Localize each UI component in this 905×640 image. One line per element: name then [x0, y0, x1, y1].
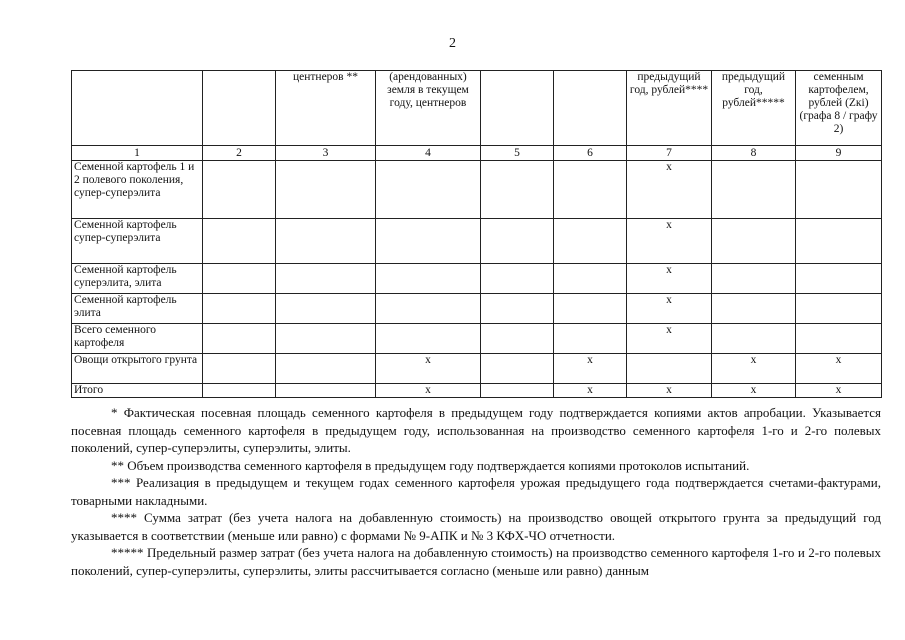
column-number-row	[72, 146, 882, 161]
table-cell: х	[554, 354, 627, 384]
footnote: ***** Предельный размер затрат (без учета налога на добавленную стоимость) на производство семенного картофеля 1-го и 2-го полевых поколений, супер-суперэлиты, суперэлиты, элиты рассчитывается согласно (меньше или равно) данным	[71, 545, 881, 578]
table-cell	[554, 161, 627, 219]
column-number: 9	[796, 146, 882, 161]
table-cell: х	[627, 294, 712, 324]
footnote: *** Реализация в предыдущем и текущем годах семенного картофеля урожая предыдущего года подтверждается счетами-фактурами, товарными накладными.	[71, 475, 881, 508]
table-row	[72, 294, 882, 324]
table-cell: х	[627, 324, 712, 354]
header-cell	[203, 71, 276, 146]
row-label: Семенной картофель 1 и 2 полевого поколения, супер-суперэлита	[72, 161, 203, 219]
column-number: 2	[203, 146, 276, 161]
column-number: 4	[376, 146, 481, 161]
table-row	[72, 324, 882, 354]
table-row	[72, 161, 882, 219]
table-cell	[554, 294, 627, 324]
table-cell	[712, 264, 796, 294]
table-cell	[376, 219, 481, 264]
table-cell	[376, 264, 481, 294]
table-cell: х	[627, 384, 712, 398]
table-cell: х	[796, 354, 882, 384]
table-cell	[276, 294, 376, 324]
row-label: Семенной картофель элита	[72, 294, 203, 324]
table-cell	[796, 161, 882, 219]
table-row	[72, 354, 882, 384]
table-cell	[712, 219, 796, 264]
table-cell	[276, 219, 376, 264]
table-cell	[554, 264, 627, 294]
table-cell: х	[627, 264, 712, 294]
table-cell	[376, 161, 481, 219]
table-cell	[712, 294, 796, 324]
table-cell: х	[554, 384, 627, 398]
footnote: * Фактическая посевная площадь семенного картофеля в предыдущем году подтверждается копиями актов апробации. Указывается посевная площадь семенного картофеля в предыдущем году, использованная на производство семенного картофеля 1-го и 2-го полевых поколений, супер-суперэлиты, суперэлиты, элиты.	[71, 405, 881, 455]
header-cell: (арендованных) земля в текущем году, центнеров	[376, 71, 481, 146]
table-cell: х	[376, 354, 481, 384]
row-label: Итого	[72, 384, 203, 398]
header-cell	[72, 71, 203, 146]
table-cell	[203, 264, 276, 294]
table-cell	[276, 354, 376, 384]
table-cell	[796, 264, 882, 294]
table-cell	[203, 384, 276, 398]
table-cell	[203, 161, 276, 219]
column-number: 1	[72, 146, 203, 161]
table-row	[72, 264, 882, 294]
row-label: Всего семенного картофеля	[72, 324, 203, 354]
table-cell	[796, 294, 882, 324]
table-cell: х	[627, 161, 712, 219]
table-cell	[376, 294, 481, 324]
table-cell	[203, 294, 276, 324]
table-cell	[276, 264, 376, 294]
table-cell	[276, 161, 376, 219]
table-cell	[481, 384, 554, 398]
table-cell	[712, 324, 796, 354]
table-cell	[481, 161, 554, 219]
header-row	[72, 71, 882, 146]
data-table	[71, 70, 882, 398]
footnotes	[71, 404, 881, 579]
row-label: Семенной картофель супер-суперэлита	[72, 219, 203, 264]
header-cell	[481, 71, 554, 146]
table-cell	[276, 384, 376, 398]
table-cell	[796, 324, 882, 354]
column-number: 8	[712, 146, 796, 161]
table-cell	[712, 161, 796, 219]
table-cell	[627, 354, 712, 384]
page-number: 2	[449, 36, 456, 51]
table-cell	[481, 324, 554, 354]
table-cell: х	[796, 384, 882, 398]
header-cell	[554, 71, 627, 146]
header-cell: предыдущий год, рублей****	[627, 71, 712, 146]
table-cell	[554, 324, 627, 354]
table-cell	[796, 219, 882, 264]
table-cell	[376, 324, 481, 354]
table-cell	[203, 219, 276, 264]
table-cell	[276, 324, 376, 354]
header-cell: центнеров **	[276, 71, 376, 146]
column-number: 7	[627, 146, 712, 161]
table-cell: х	[712, 384, 796, 398]
table-cell	[203, 354, 276, 384]
column-number: 3	[276, 146, 376, 161]
table-cell	[554, 219, 627, 264]
table-cell	[481, 219, 554, 264]
column-number: 6	[554, 146, 627, 161]
table-cell	[481, 294, 554, 324]
table-row	[72, 219, 882, 264]
table-cell	[481, 354, 554, 384]
table-cell: х	[376, 384, 481, 398]
table-cell	[203, 324, 276, 354]
table-cell: х	[627, 219, 712, 264]
footnote: ** Объем производства семенного картофеля в предыдущем году подтверждается копиями протоколов испытаний.	[111, 457, 750, 473]
row-label: Овощи открытого грунта	[72, 354, 203, 384]
footnote: **** Сумма затрат (без учета налога на добавленную стоимость) на производство овощей открытого грунта за предыдущий год указывается в соответствии (меньше или равно) с формами № 9-АПК и № 3 КФХ-ЧО отчетности.	[71, 510, 881, 543]
row-label: Семенной картофель суперэлита, элита	[72, 264, 203, 294]
table-cell: х	[712, 354, 796, 384]
table-cell	[481, 264, 554, 294]
header-cell: предыдущий год, рублей*****	[712, 71, 796, 146]
header-cell: семенным картофелем, рублей (Zкi) (графа 8 / графу 2)	[796, 71, 882, 146]
column-number: 5	[481, 146, 554, 161]
table-row	[72, 384, 882, 398]
